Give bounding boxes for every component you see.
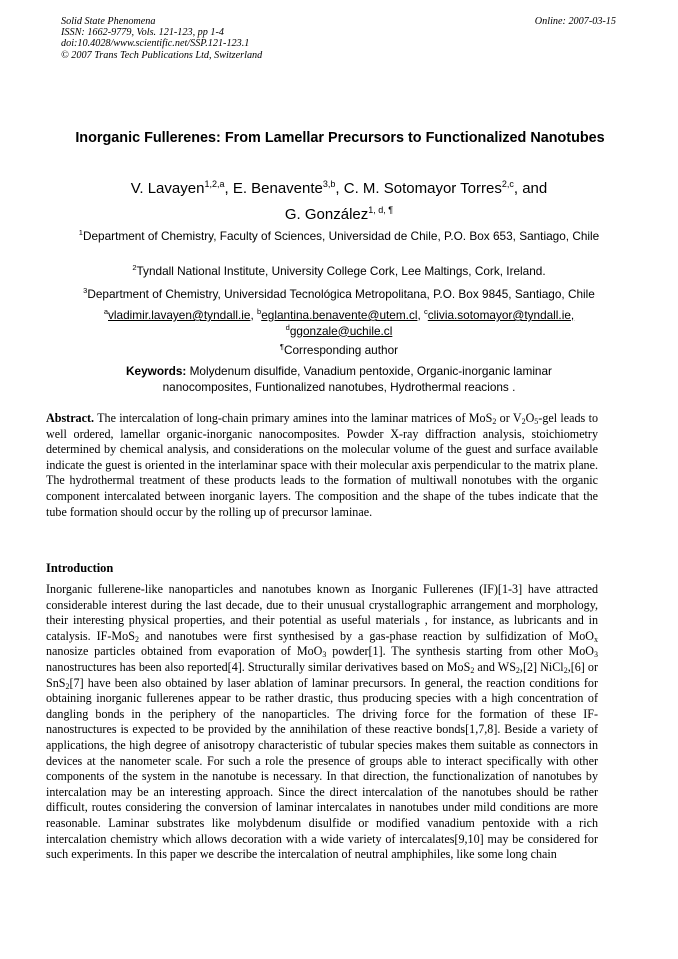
journal-copyright: © 2007 Trans Tech Publications Ltd, Switzerland (61, 49, 263, 61)
affiliation-1 (56, 229, 622, 245)
journal-doi: doi:10.4028/www.scientific.net/SSP.121-123.1 (61, 38, 250, 50)
body-text: nanostructures has been also reported[4]. Structurally similar derivatives based on MoS (46, 659, 471, 674)
author-separator: , and (513, 180, 548, 197)
keywords-text: Molydenum disulfide, Vanadium pentoxide, Organic-inorganic laminar nanocomposites, Funtionalized nanotubes, Hydrothermal reacions . (162, 364, 552, 394)
journal-name: Solid State Phenomena (61, 16, 156, 27)
body-text: Inorganic fullerene-like nanoparticles and nanotubes known as Inorganic Fullerenes (IF)[1-3] have attracted considerable interest during the last decade, due to their unusual crystallographic arrangement and morphology, their interesting physical properties, and their potential as useful materials , for instance, as lubricants and in catalysis. IF-MoS (46, 582, 598, 643)
email-link[interactable]: vladimir.lavayen@tyndall.ie (108, 308, 251, 322)
body-text: ,[6] or SnS (46, 659, 598, 690)
author-affiliation-mark: 2,c (501, 179, 514, 189)
author-separator: , (224, 180, 233, 197)
email-mark: d (285, 322, 290, 332)
subscript: x (594, 634, 599, 644)
journal-issn: ISSN: 1662-9779, Vols. 121-123, pp 1-4 (61, 27, 224, 39)
abstract-text: or V (496, 411, 522, 425)
subscript: 2 (65, 681, 70, 691)
affiliation-2 (30, 264, 648, 280)
subscript: 3 (322, 650, 327, 660)
body-text: and WS (474, 659, 516, 674)
body-text: nanosize particles obtained from evaporation of MoO (46, 644, 323, 659)
author-name: G. González (284, 206, 369, 223)
affiliation-mark: 1 (78, 228, 83, 237)
author-affiliation-mark: 3,b (322, 179, 336, 189)
author-affiliation-mark: 1,2,a (204, 179, 225, 189)
subscript: 2 (515, 665, 520, 675)
corresponding-author-note (30, 343, 648, 359)
author-affiliation-mark: 1, d, ¶ (368, 205, 394, 215)
author-name: E. Benavente (232, 180, 323, 197)
abstract-text: -gel leads to well ordered, lamellar organic-inorganic nanocomposites. Powder X-ray diffraction analysis, stoichiometry determined by chemical analysis, and considerations on the molecular volume of the guest and surface available indicate the guest is oriented in the interlaminar space with their molecular axis perpendicular to the matrix plane. The hydrothermal treatment of these products leads to the formation of multiwall nonotubes with the organic component intercalated between inorganic layers. The composition and the shape of the tubes indicate that the tube formation should occur by the rolling up of precursor laminae. (46, 411, 598, 519)
subscript: 2 (492, 417, 497, 426)
paper-title: Inorganic Fullerenes: From Lamellar Precursors to Functionalized Nanotubes (75, 130, 605, 146)
keywords-label: Keywords: (126, 364, 187, 378)
corresponding-mark: ¶ (279, 342, 284, 351)
affiliation-3 (30, 287, 648, 303)
body-text: powder[1]. The synthesis starting from other MoO (326, 644, 594, 659)
abstract (46, 411, 598, 520)
subscript: 2 (470, 665, 475, 675)
affiliation-mark: 3 (83, 286, 88, 295)
keywords (80, 364, 598, 395)
author-name: V. Lavayen (130, 180, 205, 197)
online-date: Online: 2007-03-15 (534, 16, 616, 27)
affiliation-text: Tyndall National Institute, University College Cork, Lee Maltings, Cork, Ireland. (136, 264, 546, 278)
email-mark: c (424, 307, 428, 316)
section-heading: Introduction (46, 561, 114, 575)
email-link[interactable]: clivia.sotomayor@tyndall.ie, (427, 308, 575, 322)
body-text: and nanotubes were first synthesised by a gas-phase reaction by sulfidization of MoO (138, 628, 595, 643)
abstract-label: Abstract. (46, 411, 95, 425)
affiliation-mark: 2 (132, 263, 137, 272)
subscript: 3 (594, 650, 598, 660)
journal-header (61, 16, 361, 61)
affiliation-text: Department of Chemistry, Universidad Tecnológica Metropolitana, P.O. Box 9845, Santiago, Chile (87, 287, 595, 301)
email-mark: b (257, 307, 262, 316)
subscript: 2 (521, 417, 526, 426)
email-link[interactable]: ggonzale@uchile.cl (289, 323, 393, 338)
introduction-body (46, 582, 598, 863)
subscript: 2 (563, 665, 568, 675)
author-name: C. M. Sotomayor Torres (343, 180, 502, 197)
email-link[interactable]: eglantina.benavente@utem.cl (261, 308, 418, 322)
email-mark: a (103, 307, 108, 316)
affiliation-text: Department of Chemistry, Faculty of Sciences, Universidad de Chile, P.O. Box 653, Santiago, Chile (82, 229, 600, 243)
author-separator: , (335, 180, 344, 197)
abstract-text: O (525, 411, 535, 425)
author-list (40, 176, 638, 228)
abstract-text: The intercalation of long-chain primary amines into the laminar matrices of MoS (94, 411, 493, 425)
email-list: $^a$vladimir.lavayen@tyndall.ie, $^b$eglantina.benavente@utem.cl, $^c$clivia.sotomayor@tyndall.ie, $^d$ggonzale@uchile.cl (103, 307, 575, 338)
subscript: 5 (534, 417, 539, 426)
body-text: ,[2] NiCl (519, 659, 564, 674)
body-text: [7] have been also obtained by laser ablation of laminar precursors. In general, the reaction conditions for obtaining inorganic fullerenes appear to be rather drastic, thus producing species with a high concentration of dangling bonds in the periphery of the nanoparticles. The driving force for the formation of these IF-nanostructures is expected to be provided by the annihilation of these reactive bonds[1,7,8]. Beside a variety of applications, the high degree of anisotropy characteristic of tubular species makes them suitable as connectors in devices at the nanometer scale. For such a role the presence of groups able to interact specifically with other components of the system in the nanotube is necessary. In that direction, the functionalization of nanotubes by intercalation may be an interesting approach. Since the direct intercalation of the nanotubes should be rather difficult, routes considering the conversion of laminar intercalates in nanotubes under mild conditions are more reasonable. Laminar substrates like molybdenum disulfide or modified vanadium pentoxide with a rich intercalation chemistry which allows decoration with a wide variety of intercalates[9,10] may be considered for such experiments. In this paper we describe the intercalation of neutral amphiphiles, like some long chain (46, 675, 598, 862)
subscript: 2 (134, 634, 139, 644)
corresponding-text: Corresponding author (283, 343, 399, 357)
